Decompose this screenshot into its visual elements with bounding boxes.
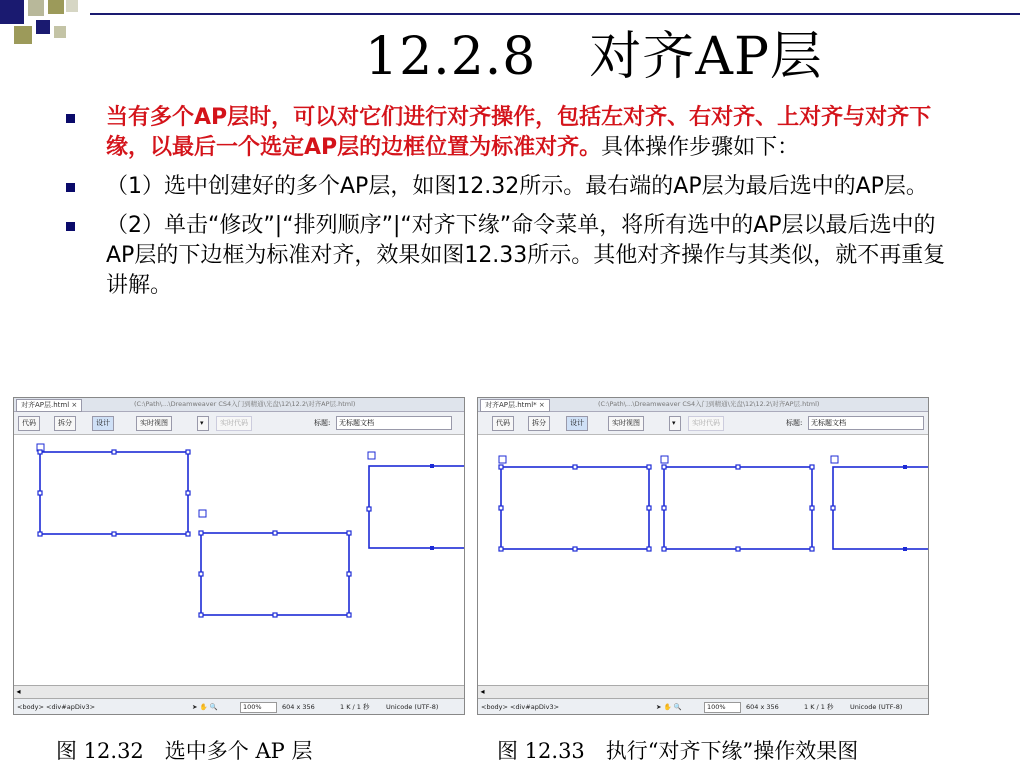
- horizontal-scrollbar[interactable]: ◂: [14, 685, 464, 698]
- encoding: Unicode (UTF-8): [386, 703, 439, 711]
- download-speed: 1 K / 1 秒: [804, 703, 834, 711]
- document-toolbar: [478, 412, 928, 435]
- zoom-select[interactable]: 100%: [240, 702, 277, 713]
- code-view-button[interactable]: 代码: [18, 416, 40, 431]
- code-view-button[interactable]: 代码: [492, 416, 514, 431]
- document-tab[interactable]: 对齐AP层.html* ×: [480, 399, 550, 412]
- bullet-item: [62, 172, 962, 202]
- document-toolbar: [14, 412, 464, 435]
- title-field[interactable]: 无标题文档: [336, 416, 452, 430]
- design-view-button[interactable]: 设计: [566, 416, 588, 431]
- design-canvas: [478, 435, 928, 685]
- figure-caption: 图 12.32 选中多个 AP 层: [56, 739, 313, 763]
- ap-layer-2[interactable]: [201, 533, 349, 615]
- design-canvas: [14, 435, 464, 685]
- screenshot-figure-12-32: [13, 397, 465, 715]
- screenshot-figure-12-33: [477, 397, 929, 715]
- bullet-list: [62, 103, 962, 310]
- zoom-select[interactable]: 100%: [704, 702, 741, 713]
- title-label: 标题:: [314, 419, 331, 427]
- download-speed: 1 K / 1 秒: [340, 703, 370, 711]
- encoding: Unicode (UTF-8): [850, 703, 903, 711]
- live-code-button[interactable]: 实时代码: [216, 416, 252, 431]
- status-bar: [478, 698, 928, 715]
- file-path: (C:\Path\…\Dreamweaver CS4入门到精通\光盘\12\12.2\对齐AP层.html): [134, 400, 356, 408]
- file-path: (C:\Path\…\Dreamweaver CS4入门到精通\光盘\12\12.2\对齐AP层.html): [598, 400, 820, 408]
- ap-layer-1[interactable]: [501, 467, 649, 549]
- live-view-button[interactable]: 实时视图: [136, 416, 172, 431]
- window-size[interactable]: 604 x 356: [746, 703, 779, 711]
- chevron-down-icon[interactable]: ▾: [197, 416, 209, 431]
- square-bullet-icon: [66, 114, 75, 123]
- live-view-button[interactable]: 实时视图: [608, 416, 644, 431]
- split-view-button[interactable]: 拆分: [54, 416, 76, 431]
- tag-selector[interactable]: <body> <div#apDiv3>: [17, 703, 96, 711]
- square-bullet-icon: [66, 222, 75, 231]
- tag-selector[interactable]: <body> <div#apDiv3>: [481, 703, 560, 711]
- design-view-button[interactable]: 设计: [92, 416, 114, 431]
- live-code-button[interactable]: 实时代码: [688, 416, 724, 431]
- bullet-text: （1）选中创建好的多个AP层，如图12.32所示。最右端的AP层为最后选中的AP层。: [106, 174, 928, 199]
- slide-title: 12.2.8 对齐AP层: [365, 27, 823, 87]
- ap-layer-1[interactable]: [40, 452, 188, 534]
- status-bar: [14, 698, 464, 715]
- document-tab-bar: [14, 398, 464, 412]
- ap-layer-3[interactable]: [369, 466, 464, 548]
- document-tab-bar: [478, 398, 928, 412]
- ap-layer-2[interactable]: [664, 467, 812, 549]
- window-size[interactable]: 604 x 356: [282, 703, 315, 711]
- bullet-text: 具体操作步骤如下：: [601, 135, 800, 160]
- bullet-item: [62, 103, 962, 163]
- select-tool-icon[interactable]: ➤ ✋ 🔍: [192, 703, 218, 711]
- bullet-item: [62, 211, 962, 301]
- split-view-button[interactable]: 拆分: [528, 416, 550, 431]
- chevron-down-icon[interactable]: ▾: [669, 416, 681, 431]
- title-label: 标题:: [786, 419, 803, 427]
- title-field[interactable]: 无标题文档: [808, 416, 924, 430]
- horizontal-scrollbar[interactable]: ◂: [478, 685, 928, 698]
- figure-caption: 图 12.33 执行“对齐下缘”操作效果图: [497, 739, 859, 763]
- bullet-highlight: 当有多个AP层时，可以对它们进行对齐操作，包括左对齐、右对齐、上对齐与对齐下缘，以最后一个选定AP层的边框位置为标准对齐。: [106, 105, 932, 160]
- ap-layer-3[interactable]: [833, 467, 928, 549]
- document-tab[interactable]: 对齐AP层.html ×: [16, 399, 82, 412]
- bullet-text: （2）单击“修改”|“排列顺序”|“对齐下缘”命令菜单，将所有选中的AP层以最后选中的AP层的下边框为标准对齐，效果如图12.33所示。其他对齐操作与其类似，就不再重复讲解。: [106, 213, 946, 298]
- select-tool-icon[interactable]: ➤ ✋ 🔍: [656, 703, 682, 711]
- square-bullet-icon: [66, 183, 75, 192]
- corner-decoration: [0, 0, 90, 50]
